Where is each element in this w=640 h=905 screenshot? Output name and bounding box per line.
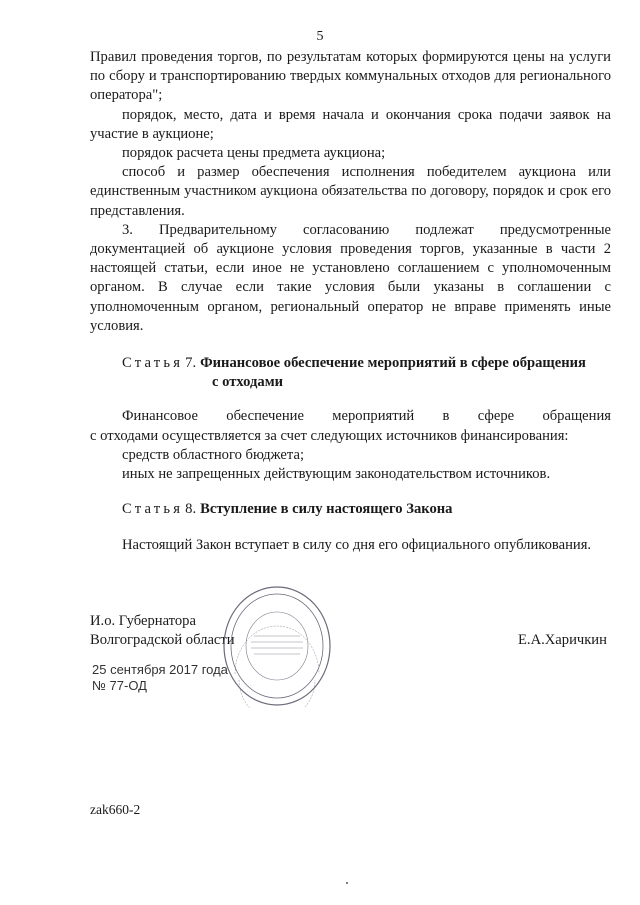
official-stamp (221, 584, 333, 708)
article-word: Статья (122, 501, 184, 518)
paragraph: порядок расчета цены предмета аукциона; (122, 145, 386, 162)
page-number: 5 (316, 29, 324, 44)
article-title-continued: с отходами (212, 374, 284, 391)
paragraph: порядок, место, дата и время начала и окончания срока подачи заявок на участие в аукционе; (90, 106, 611, 142)
signature-position (90, 612, 235, 650)
article-7-text-line2: с отходами осуществляется за счет следующих источников финансирования: (90, 427, 569, 444)
article-8-text: Настоящий Закон вступает в силу со дня его официального опубликования. (122, 537, 592, 554)
article-7-text-line1: Финансовое обеспечение мероприятий в сфере обращения (122, 408, 611, 425)
paragraph: Правил проведения торгов, по результатам которых формируются цены на услуги по сбору и транспортированию твердых коммунальных отходов для регионального оператора"; (90, 49, 611, 104)
law-number: № 77-ОД (92, 678, 147, 693)
article-8-heading (90, 500, 611, 519)
scan-speck (346, 882, 348, 884)
article-title: Вступление в силу настоящего Закона (200, 501, 453, 518)
article-title: Финансовое обеспечение мероприятий в сфере обращения (200, 355, 586, 372)
article-7-item: средств областного бюджета; (122, 446, 304, 463)
signatory-name: Е.А.Харичкин (518, 632, 607, 648)
paragraph: способ и размер обеспечения исполнения победителем аукциона или единственным участником аукциона обязательства по договору, порядок и срок его представления. (90, 164, 611, 219)
article-number: 8. (185, 501, 197, 518)
article-number: 7. (185, 355, 197, 372)
position-line: Волгоградской области (90, 632, 235, 649)
position-line: И.о. Губернатора (90, 613, 196, 629)
signing-date: 25 сентября 2017 года (92, 662, 228, 677)
document-code: zak660-2 (90, 802, 141, 817)
document-body (90, 48, 611, 556)
article-7-heading (90, 354, 611, 392)
paragraph: 3. Предварительному согласованию подлежат предусмотренные документацией об аукционе условия проведения торгов, указанные в части 2 настоящей статьи, если иное не установлено соглашением с уполномоченным органом. В случае если такие условия были указаны в соглашении с уполномоченным органом, региональный оператор не вправе применять иные условия. (90, 221, 611, 334)
article-7-item: иных не запрещенных действующим законодательством источников. (122, 466, 551, 483)
article-word: Статья (122, 355, 184, 372)
